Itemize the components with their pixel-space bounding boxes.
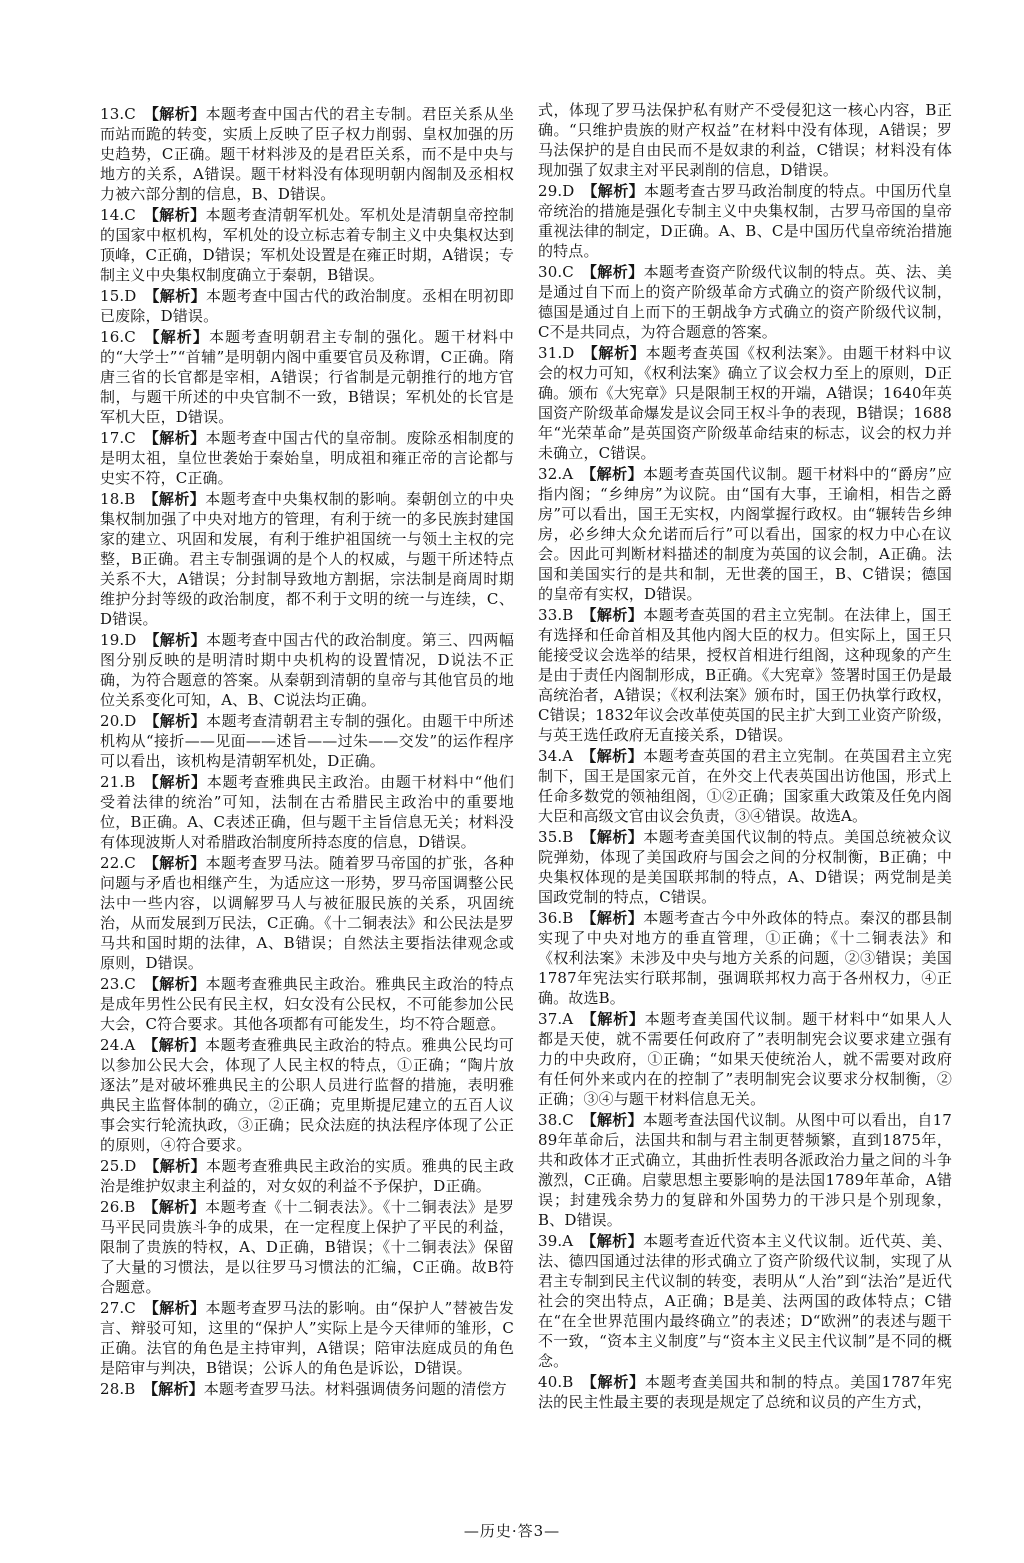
answer-entry [100,853,514,973]
answer-number: 38.C [538,1111,574,1129]
answer-number: 35.B [538,828,574,846]
analysis-text: 本题考查美国代议制的特点。美国总统被众议院弹劾，体现了美国政府与国会之间的分权制衡，B正确；中央集权体现的是美国联邦制的特点，A、D错误；两党制是美国政党制的特点，C错误。 [538,828,952,906]
answer-entry [538,605,952,745]
analysis-text: 本题考查中央集权制的影响。秦朝创立的中央集权制加强了中央对地方的管理，有利于统一的多民族封建国家的建立、巩固和发展，有利于维护祖国统一与领土主权的完整，B正确。君主专制强调的是个人的权威，与题干所述特点关系不大，A错误；分封制导致地方割据，宗法制是商周时期维护分封等级的政治制度，都不利于文明的统一与连续，C、D错误。 [100,490,514,628]
analysis-text: 本题考查罗马法。随着罗马帝国的扩张，各种问题与矛盾也相继产生，为适应这一形势，罗马帝国调整公民法中一些内容，以调解罗马人与被征服民族的关系，巩固统治，从而发展到万民法，C正确。《十二铜表法》和公民法是罗马共和国时期的法律，A、B错误；自然法主要指法律观念或原则，D错误。 [100,854,514,972]
answer-entry [100,630,514,710]
answer-number: 17.C [100,429,136,447]
answer-entry [100,428,514,488]
analysis-text: 本题考查近代资本主义代议制。近代英、美、法、德四国通过法律的形式确立了资产阶级代议制，实现了从君主专制到民主代议制的转变，表明从“人治”到“法治”是近代社会的突出特点，A正确；B是美、法两国的政体特点；C错在“在全世界范围内最终确立”的表述；D“欧洲”的表述与题干不一致，“资本主义制度”与“资本主义民主代议制”是不同的概念。 [538,1232,952,1370]
answer-number: 24.A [100,1036,136,1054]
analysis-tag: 【解析】 [582,182,645,200]
answer-entry [538,343,952,463]
answer-number: 23.C [100,975,136,993]
answer-entry [538,746,952,826]
analysis-text: 本题考查美国共和制的特点。美国1787年宪法的民主性最主要的表现是规定了总统和议员的产生方式， [538,1373,952,1411]
analysis-text: 本题考查雅典民主政治的特点。雅典公民均可以参加公民大会，体现了人民主权的特点，①正确；“陶片放逐法”是对破坏雅典民主的公职人员进行监督的措施，表明雅典民主监督体制的确立，②正确；克里斯提尼建立的五百人议事会实行轮流执政，③正确；民众法庭的执法程序体现了公正的原则，④符合要求。 [100,1036,514,1154]
analysis-text: 本题考查罗马法的影响。由“保护人”替被告发言、辩驳可知，这里的“保护人”实际上是今天律师的雏形，C正确。法官的角色是主持审判，A错误；陪审法庭成员的角色是陪审与判决，B错误；公诉人的角色是诉讼，D错误。 [100,1299,514,1377]
analysis-tag: 【解析】 [581,606,644,624]
analysis-text: 本题考查雅典民主政治。由题干材料中“他们受着法律的统治”可知，法制在古希腊民主政治中的重要地位，B正确。A、C表述正确，但与题干主旨信息无关；材料没有体现波斯人对希腊政治制度所持态度的信息，D错误。 [100,773,514,851]
analysis-tag: 【解析】 [580,1010,645,1028]
answer-number: 29.D [538,182,575,200]
answer-entry [100,711,514,771]
analysis-tag: 【解析】 [582,344,646,362]
answer-entry [538,181,952,261]
analysis-tag: 【解析】 [144,631,207,649]
analysis-text: 本题考查清朝军机处。军机处是清朝皇帝控制的国家中枢机构，军机处的设立标志着专制主义中央集权达到顶峰，C正确，D错误；军机处设置是在雍正时期，A错误；专制主义中央集权制度确立于秦朝，B错误。 [100,206,514,284]
answer-number: 14.C [100,206,136,224]
analysis-text: 本题考查中国古代的皇帝制。废除丞相制度的是明太祖，皇位世袭始于秦始皇，明成祖和雍正帝的言论都与史实不符，C正确。 [100,429,514,487]
analysis-tag: 【解析】 [143,854,206,872]
answer-number: 21.B [100,773,136,791]
answer-entry [100,974,514,1034]
analysis-tag: 【解析】 [143,975,206,993]
answer-entry [100,327,514,427]
analysis-text: 式，体现了罗马法保护私有财产不受侵犯这一核心内容，B正确。“只维护贵族的财产权益”在材料中没有体现，A错误；罗马法保护的是自由民而不是奴隶的利益，C错误；材料没有体现加强了奴隶主对平民剥削的信息，D错误。 [538,101,952,179]
answer-entry [538,1110,952,1230]
answer-number: 13.C [100,105,136,123]
answer-number: 36.B [538,909,574,927]
analysis-text: 本题考查雅典民主政治的实质。雅典的民主政治是维护奴隶主利益的，对女奴的利益不予保护，D正确。 [100,1157,514,1195]
analysis-text: 本题考查英国《权利法案》。由题干材料中议会的权力可知，《权利法案》确立了议会权力至上的原则，D正确。颁布《大宪章》只是限制王权的开端，A错误；1640年英国资产阶级革命爆发是议会同王权斗争的表现，B错误；1688年“光荣革命”是英国资产阶级革命结束的标志，议会的权力并未确立，C错误。 [538,344,952,462]
analysis-text: 本题考查美国代议制。题干材料中“如果人人都是天使，就不需要任何政府了”表明制宪会议要求建立强有力的中央政府，①正确；“如果天使统治人，就不需要对政府有任何外来或内在的控制了”表明制宪会议要求分权制衡，②正确；③④与题干材料信息无关。 [538,1010,953,1108]
answer-entry [100,1156,514,1196]
analysis-tag: 【解析】 [143,773,207,791]
analysis-tag: 【解析】 [143,328,209,346]
answer-entry [100,104,514,204]
answer-number: 33.B [538,606,574,624]
answer-number: 39.A [538,1232,574,1250]
answer-entry [538,1009,952,1109]
analysis-tag: 【解析】 [581,909,644,927]
answer-entry [538,908,952,1008]
analysis-text: 本题考查英国的君主立宪制。在英国君主立宪制下，国王是国家元首，在外交上代表英国出访他国，形式上任命多数党的领袖组阁，①②正确；国家重大政策及任免内阁大臣和高级文官由议会负责，③④错误。故选A。 [538,747,952,825]
answer-number: 20.D [100,712,137,730]
analysis-tag: 【解析】 [581,1373,645,1391]
right-column [538,100,952,1413]
answer-entry [538,1231,952,1371]
analysis-tag: 【解析】 [580,747,644,765]
answer-entry [538,827,952,907]
analysis-text: 本题考查资产阶级代议制的特点。英、法、美是通过自下而上的资产阶级革命方式确立的资产阶级代议制，德国是通过自上而下的王朝战争方式确立的资产阶级代议制，C不是共同点，为符合题意的答案。 [538,263,952,341]
analysis-tag: 【解析】 [580,1232,644,1250]
answer-number: 25.D [100,1157,137,1175]
answer-entry [538,1372,952,1412]
answer-number: 28.B [100,1380,136,1398]
analysis-text: 本题考查雅典民主政治。雅典民主政治的特点是成年男性公民有民主权，妇女没有公民权，不可能参加公民大会，C符合要求。其他各项都有可能发生，均不符合题意。 [100,975,514,1033]
answer-number: 37.A [538,1010,574,1028]
page-footer: —历史·答3— [463,1522,561,1540]
analysis-text: 本题考查罗马法。材料强调债务问题的清偿方 [203,1380,507,1398]
analysis-text: 本题考查英国的君主立宪制。在法律上，国王有选择和任命首相及其他内阁大臣的权力。但实际上，国王只能接受议会选举的结果，授权首相进行组阁，这种现象的产生是由于责任内阁制形成，B正确。《大宪章》签署时国王仍是最高统治者，A错误；《权利法案》颁布时，国王仍执掌行政权，C错误；1832年议会改革使英国的民主扩大到工业资产阶级，与英王选任政府无直接关系，D错误。 [538,606,953,744]
answer-entry [100,1298,514,1378]
analysis-tag: 【解析】 [143,1299,206,1317]
answer-number: 15.D [100,287,137,305]
analysis-tag: 【解析】 [581,263,644,281]
answer-continuation [538,100,952,180]
answer-entry [100,489,514,629]
answer-entry [538,262,952,342]
analysis-tag: 【解析】 [581,1111,643,1129]
answer-entry [538,464,952,604]
answer-entry [100,772,514,852]
answer-number: 31.D [538,344,575,362]
analysis-text: 本题考查法国代议制。从图中可以看出，自1789年革命后，法国共和制与君主制更替频繁，直到1875年，共和政体才正式确立，其曲折性表明各派政治力量之间的斗争激烈，C正确。启蒙思想主要影响的是法国1789年革命，A错误；封建残余势力的复辟和外国势力的干涉只是个别现象，B、D错误。 [538,1111,952,1229]
analysis-text: 本题考查明朝君主专制的强化。题干材料中的“大学士”“首辅”是明朝内阁中重要官员及称谓，C正确。隋唐三省的长官都是宰相，A错误；行省制是元朝推行的地方官制，与题干所述的中央官制不一致，B错误；军机处的长官是军机大臣，D错误。 [100,328,514,426]
analysis-tag: 【解析】 [142,1036,206,1054]
answer-entry [100,205,514,285]
answer-number: 32.A [538,465,574,483]
analysis-text: 本题考查《十二铜表法》。《十二铜表法》是罗马平民同贵族斗争的成果，在一定程度上保护了平民的利益，限制了贵族的特权，A、D正确，B错误；《十二铜表法》保留了大量的习惯法，是以往罗马习惯法的汇编，C正确。故B符合题意。 [100,1198,514,1296]
answer-number: 22.C [100,854,136,872]
answer-number: 27.C [100,1299,136,1317]
analysis-tag: 【解析】 [143,1198,206,1216]
analysis-text: 本题考查清朝君主专制的强化。由题干中所述机构从“接折——见面——述旨——过朱——交发”的运作程序可以看出，该机构是清朝军机处，D正确。 [100,712,514,770]
analysis-tag: 【解析】 [143,1380,204,1398]
analysis-tag: 【解析】 [144,712,207,730]
answer-number: 18.B [100,490,136,508]
analysis-text: 本题考查英国代议制。题干材料中的“爵房”应指内阁；“乡绅房”为议院。由“国有大事，王谕相，相告之爵房”可以看出，国王无实权，内阁掌握行政权。由“辗转告乡绅房，必乡绅大众允诺而后行”可以看出，国家的权力中心在议会。因此可判断材料描述的制度为英国的议会制，A正确。法国和美国实行的是共和制，无世袭的国王，B、C错误；德国的皇帝有实权，D错误。 [538,465,952,603]
left-column [100,100,514,1400]
analysis-text: 本题考查中国古代的政治制度。第三、四两幅图分别反映的是明清时期中央机构的设置情况，D说法不正确，为符合题意的答案。从秦朝到清朝的皇帝与其他官员的地位关系变化可知，A、B、C说法均正确。 [100,631,514,709]
answer-entry [100,1035,514,1155]
analysis-tag: 【解析】 [581,828,644,846]
analysis-tag: 【解析】 [143,490,206,508]
answer-number: 16.C [100,328,136,346]
analysis-text: 本题考查古罗马政治制度的特点。中国历代皇帝统治的措施是强化专制主义中央集权制，古罗马帝国的皇帝重视法律的制定，D正确。A、B、C是中国历代皇帝统治措施的特点。 [538,182,952,260]
analysis-tag: 【解析】 [143,206,206,224]
analysis-tag: 【解析】 [144,1157,207,1175]
answer-number: 40.B [538,1373,574,1391]
analysis-text: 本题考查中国古代的政治制度。丞相在明初即已废除，D错误。 [100,287,514,325]
answer-number: 26.B [100,1198,136,1216]
analysis-tag: 【解析】 [580,465,643,483]
answer-entry [100,1197,514,1297]
analysis-tag: 【解析】 [143,429,206,447]
answer-entry [100,1379,514,1399]
answer-entry [100,286,514,326]
answer-number: 34.A [538,747,574,765]
answer-number: 19.D [100,631,137,649]
analysis-text: 本题考查古今中外政体的特点。秦汉的郡县制实现了中央对地方的垂直管理，①正确；《十二铜表法》和《权利法案》未涉及中央与地方关系的问题，②③错误；美国1787年宪法实行联邦制，强调联邦权力高于各州权力，④正确。故选B。 [538,909,952,1007]
analysis-tag: 【解析】 [143,105,206,123]
analysis-text: 本题考查中国古代的君主专制。君臣关系从坐而站而跪的转变，实质上反映了臣子权力削弱、皇权加强的历史趋势，C正确。题干材料涉及的是君臣关系，而不是中央与地方的关系，A错误。题干材料没有体现明朝内阁制及丞相权力被六部分割的信息，B、D错误。 [100,105,514,203]
analysis-tag: 【解析】 [144,287,207,305]
answer-number: 30.C [538,263,574,281]
